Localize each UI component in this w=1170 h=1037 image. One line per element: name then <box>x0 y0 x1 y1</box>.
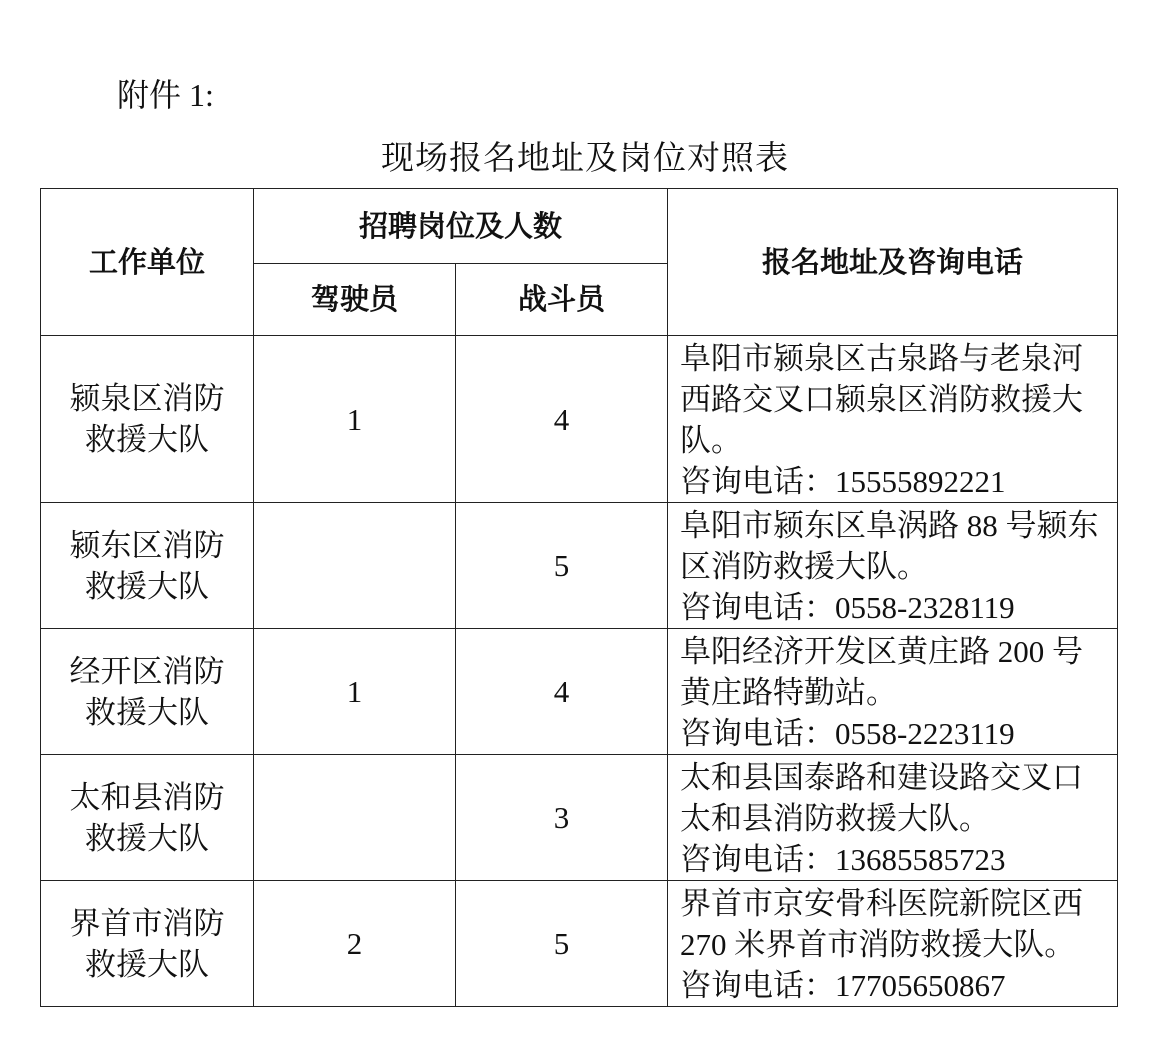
address-cell <box>668 503 1118 629</box>
unit-name-line: 界首市消防 <box>69 905 225 941</box>
address-cell <box>668 881 1118 1007</box>
phone: 咨询电话：0558-2223119 <box>680 716 1015 751</box>
unit-cell <box>41 503 254 629</box>
unit-name-line: 颍泉区消防 <box>69 381 225 416</box>
firefighter-count: 5 <box>456 881 668 1007</box>
driver-count: 1 <box>254 336 456 503</box>
header-address: 报名地址及咨询电话 <box>668 189 1118 336</box>
header-unit: 工作单位 <box>41 189 254 336</box>
phone: 咨询电话：13685585723 <box>680 842 1006 877</box>
address-line: 太和县消防救援大队。 <box>680 801 990 836</box>
header-driver: 驾驶员 <box>254 264 456 336</box>
phone: 咨询电话：0558-2328119 <box>680 590 1015 625</box>
page-title: 现场报名地址及岗位对照表 <box>381 141 789 177</box>
driver-count <box>254 503 456 629</box>
address-cell <box>668 755 1118 881</box>
phone: 咨询电话：15555892221 <box>680 464 1006 499</box>
header-positions: 招聘岗位及人数 <box>254 189 668 264</box>
driver-count <box>254 755 456 881</box>
unit-name-line: 救援大队 <box>85 946 209 982</box>
driver-count: 1 <box>254 629 456 755</box>
unit-name-line: 太和县消防 <box>69 779 225 815</box>
unit-name-line: 救援大队 <box>85 820 209 856</box>
address-line: 太和县国泰路和建设路交叉口 <box>680 760 1083 795</box>
header-firefighter: 战斗员 <box>456 264 668 336</box>
unit-name-line: 救援大队 <box>85 694 209 730</box>
address-line: 队。 <box>680 423 742 458</box>
attachment-label: 附件 1: <box>117 77 214 113</box>
unit-name-line: 颍东区消防 <box>69 527 225 563</box>
unit-cell <box>41 755 254 881</box>
phone: 咨询电话：17705650867 <box>680 968 1006 1003</box>
address-line: 黄庄路特勤站。 <box>680 675 897 710</box>
firefighter-count: 4 <box>456 336 668 503</box>
table-row <box>41 755 1118 881</box>
unit-cell <box>41 336 254 503</box>
registration-table <box>40 188 1118 1007</box>
firefighter-count: 4 <box>456 629 668 755</box>
address-line: 阜阳市颍东区阜涡路 88 号颍东 <box>680 508 1099 543</box>
address-cell <box>668 629 1118 755</box>
address-line: 阜阳市颍泉区古泉路与老泉河 <box>680 341 1083 376</box>
address-line: 区消防救援大队。 <box>680 549 928 584</box>
address-line: 270 米界首市消防救援大队。 <box>680 927 1076 962</box>
table-row <box>41 629 1118 755</box>
firefighter-count: 5 <box>456 503 668 629</box>
address-line: 西路交叉口颍泉区消防救援大 <box>680 382 1083 417</box>
table-row <box>41 503 1118 629</box>
driver-count: 2 <box>254 881 456 1007</box>
unit-cell <box>41 881 254 1007</box>
unit-cell <box>41 629 254 755</box>
unit-name-line: 救援大队 <box>85 568 209 604</box>
address-cell <box>668 336 1118 503</box>
table-row <box>41 881 1118 1007</box>
firefighter-count: 3 <box>456 755 668 881</box>
unit-name-line: 救援大队 <box>85 422 209 457</box>
address-line: 界首市京安骨科医院新院区西 <box>680 886 1083 921</box>
unit-name-line: 经开区消防 <box>69 653 225 689</box>
table-row <box>41 336 1118 503</box>
address-line: 阜阳经济开发区黄庄路 200 号 <box>680 634 1083 669</box>
